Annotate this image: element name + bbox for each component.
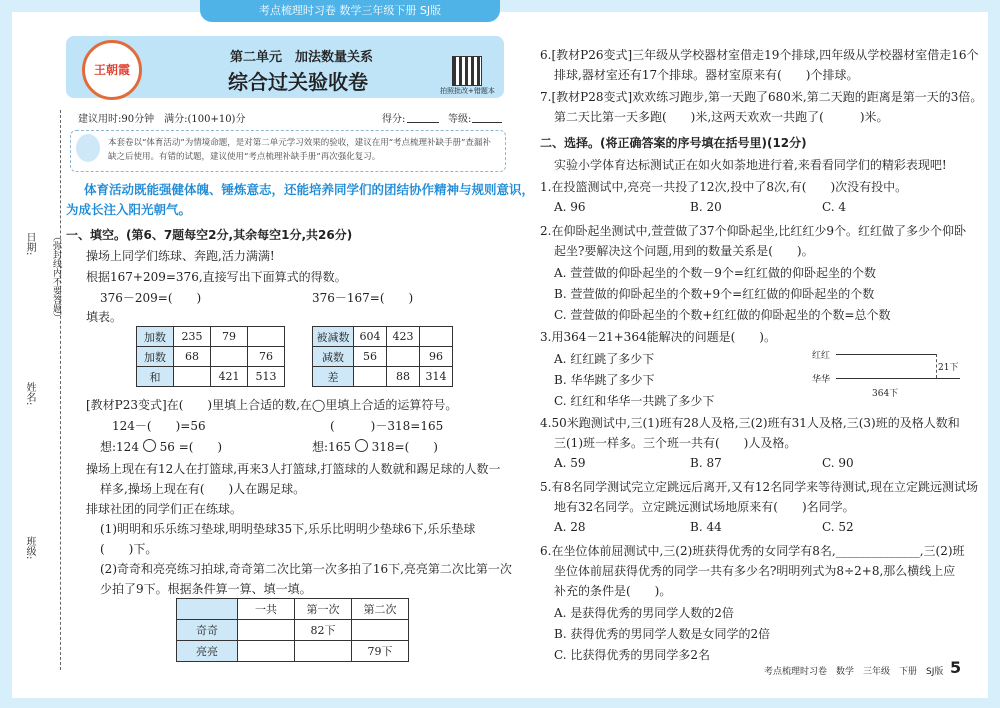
table-cell: 423 xyxy=(387,327,420,347)
grade-blank[interactable] xyxy=(472,122,502,123)
c1-option-a[interactable]: A. 96 xyxy=(554,200,586,214)
table-cell[interactable] xyxy=(211,347,248,367)
q1a[interactable]: 376－209=( ) xyxy=(100,291,202,305)
qr-code[interactable] xyxy=(452,56,482,86)
table-ball xyxy=(176,598,409,662)
table-cell: 88 xyxy=(387,367,420,387)
table-cell[interactable] xyxy=(295,641,352,662)
q3c-right: 56 =( ) xyxy=(159,440,223,454)
name-label: 姓名: xyxy=(24,382,35,406)
unit-title: 第二单元 加法数量关系 xyxy=(230,50,374,65)
section2-title: 二、选择。(将正确答案的序号填在括号里)(12分) xyxy=(540,136,807,150)
q2: 填表。 xyxy=(86,310,123,324)
series-banner: 考点梳理时习卷 数学三年级下册 SJ版 xyxy=(200,0,500,22)
q4-line1: 操场上现在有12人在打篮球,再来3人打篮球,打篮球的人数就和踢足球的人数一 xyxy=(86,462,501,476)
time-score: 建议用时:90分钟 满分:(100+10)分 xyxy=(78,114,246,125)
line-diagram xyxy=(812,348,959,399)
table-cell[interactable] xyxy=(238,620,295,641)
c3: 3.用364－21+364能解决的问题是( )。 xyxy=(540,330,776,344)
diagram-label-d: 364下 xyxy=(872,389,899,399)
table-cell: 314 xyxy=(420,367,453,387)
c6-option-c[interactable]: C. 比获得优秀的男同学多2名 xyxy=(554,648,711,662)
table-cell[interactable] xyxy=(352,620,409,641)
q5-2-line1: (2)奇奇和亮亮练习拍球,奇奇第二次比第一次多拍了16下,亮亮第二次比第一次 xyxy=(100,562,512,576)
section1-title: 一、填空。(第6、7题每空2分,其余每空1分,共26分) xyxy=(66,228,353,242)
table-cell[interactable] xyxy=(248,327,285,347)
c3-option-c[interactable]: C. 红红和华华一共跳了多少下 xyxy=(554,394,715,408)
table-cell: 235 xyxy=(174,327,211,347)
table-cell[interactable] xyxy=(174,367,211,387)
table-cell: 79 xyxy=(211,327,248,347)
q3d[interactable] xyxy=(312,438,438,455)
c2-option-b[interactable]: B. 萱萱做的仰卧起坐的个数+9个=红红做的仰卧起坐的个数 xyxy=(554,287,875,301)
operator-circle[interactable] xyxy=(355,439,368,452)
mascot-icon xyxy=(76,134,100,162)
q3b[interactable]: ( )－318=165 xyxy=(330,419,444,433)
table-cell: 减数 xyxy=(313,347,354,367)
page-number: 5 xyxy=(950,658,962,677)
q3a[interactable]: 124－( )=56 xyxy=(112,419,206,433)
table-cell[interactable] xyxy=(420,327,453,347)
score-blank[interactable] xyxy=(407,122,439,123)
class-label: 班级: xyxy=(24,536,35,560)
c1-option-c[interactable]: C. 4 xyxy=(822,200,847,214)
grade-label: 等级: xyxy=(448,114,472,125)
q1b[interactable]: 376－167=( ) xyxy=(312,291,414,305)
c4-option-a[interactable]: A. 59 xyxy=(554,456,586,470)
table-cell[interactable] xyxy=(354,367,387,387)
q3d-right: 318=( ) xyxy=(371,440,438,454)
date-label: 日期: xyxy=(24,232,35,256)
score-label: 得分: xyxy=(382,114,406,125)
c5-line2: 地有32名同学。立定跳远测试场地原来有( )名同学。 xyxy=(554,500,855,514)
table-cell: 513 xyxy=(248,367,285,387)
section2-lead: 实验小学体育达标测试正在如火如荼地进行着,来看看同学们的精彩表现吧! xyxy=(554,158,947,172)
intro-line1: 体育活动既能强健体魄、锤炼意志，还能培养同学们的团结协作精神与规则意识， xyxy=(84,182,535,197)
c4-line1: 4.50米跑测试中,三(1)班有28人及格,三(2)班有31人及格,三(3)班的及格人数和 xyxy=(540,416,960,430)
table-cell xyxy=(177,599,238,620)
q3c[interactable] xyxy=(100,438,222,455)
table-cell: 亮亮 xyxy=(177,641,238,662)
q5: 排球社团的同学们正在练球。 xyxy=(86,502,243,516)
table-cell: 82下 xyxy=(295,620,352,641)
table-cell: 56 xyxy=(354,347,387,367)
footer-text: 考点梳理时习卷 数学 三年级 下册 SJ版 xyxy=(764,667,944,677)
q3d-left: 想:165 xyxy=(312,440,351,454)
table-cell: 第二次 xyxy=(352,599,409,620)
table-cell: 奇奇 xyxy=(177,620,238,641)
diagram-label-b: 华华 xyxy=(812,375,831,385)
table-cell: 和 xyxy=(137,367,174,387)
q3: [教材P23变式]在( )里填上合适的数,在◯里填上合适的运算符号。 xyxy=(86,398,458,412)
binding-line xyxy=(60,110,61,670)
q5-2-line2: 少拍了9下。根据条件算一算、填一填。 xyxy=(100,582,312,596)
c2-option-c[interactable]: C. 萱萱做的仰卧起坐的个数+红红做的仰卧起坐的个数=总个数 xyxy=(554,308,891,322)
q7-line1: 7.[教材P28变式]欢欢练习跑步,第一天跑了680米,第二天跑的距离是第一天的3倍。 xyxy=(540,90,983,104)
table-cell: 第一次 xyxy=(295,599,352,620)
q1: 根据167+209=376,直接写出下面算式的得数。 xyxy=(86,270,347,284)
table-addition xyxy=(136,326,285,387)
c3-option-b[interactable]: B. 华华跳了多少下 xyxy=(554,373,655,387)
table-cell[interactable] xyxy=(387,347,420,367)
c6-line1: 6.在坐位体前屈测试中,三(2)班获得优秀的女同学有8名,______________,三(2)班 xyxy=(540,544,965,558)
c6-option-b[interactable]: B. 获得优秀的男同学人数是女同学的2倍 xyxy=(554,627,771,641)
c5-line1: 5.有8名同学测试完立定跳远后离开,又有12名同学来等待测试,现在立定跳远测试场 xyxy=(540,480,978,494)
q3c-left: 想:124 xyxy=(100,440,139,454)
table-cell: 76 xyxy=(248,347,285,367)
diagram-label-a: 红红 xyxy=(812,351,831,361)
q6-line2[interactable]: 排球,器材室还有17个排球。器材室原来有( )个排球。 xyxy=(554,68,859,82)
table-cell: 421 xyxy=(211,367,248,387)
bar-red xyxy=(836,354,936,355)
q5-1-line1: (1)明明和乐乐练习垫球,明明垫球35下,乐乐比明明少垫球6下,乐乐垫球 xyxy=(100,522,476,536)
c2-option-a[interactable]: A. 萱萱做的仰卧起坐的个数－9个=红红做的仰卧起坐的个数 xyxy=(554,266,876,280)
bar-hua xyxy=(836,378,960,379)
c6-line3: 补充的条件是( )。 xyxy=(554,584,672,598)
table-cell: 加数 xyxy=(137,347,174,367)
section1-lead: 操场上同学们练球、奔跑,活力满满! xyxy=(86,249,275,263)
qr-caption: 拍照批改+错题本 xyxy=(440,87,495,95)
c1-option-b[interactable]: B. 20 xyxy=(690,200,722,214)
c4-option-c[interactable]: C. 90 xyxy=(822,456,854,470)
table-cell: 79下 xyxy=(352,641,409,662)
tip-line2: 缺之后使用。有错的试题，建议使用“考点梳理补缺手册”再次强化复习。 xyxy=(108,152,381,162)
c1: 1.在投篮测试中,亮亮一共投了12次,投中了8次,有( )次没有投中。 xyxy=(540,180,908,194)
table-cell: 加数 xyxy=(137,327,174,347)
table-cell: 被减数 xyxy=(313,327,354,347)
seal-note: （弥封线内不要答题） xyxy=(51,232,61,322)
c5-option-b[interactable]: B. 44 xyxy=(690,520,722,534)
operator-circle[interactable] xyxy=(143,439,156,452)
q5-1-line2[interactable]: ( )下。 xyxy=(100,542,158,556)
c6-line2: 坐位体前屈获得优秀的同学一共有多少名?明明列式为8÷2+8,那么横线上应 xyxy=(554,564,956,578)
tip-line1: 本套卷以“体育活动”为情境命题，是对第二单元学习效果的验收，建议在用“考点梳理补缺手册”查漏补 xyxy=(108,138,491,148)
c2-line2: 起坐?要解决这个问题,用到的数量关系是( )。 xyxy=(554,244,814,258)
c2-line1: 2.在仰卧起坐测试中,萱萱做了37个仰卧起坐,比红红少9个。红红做了多少个仰卧 xyxy=(540,224,966,238)
table-cell: 604 xyxy=(354,327,387,347)
table-cell: 差 xyxy=(313,367,354,387)
c6-option-a[interactable]: A. 是获得优秀的男同学人数的2倍 xyxy=(554,606,734,620)
brand-logo: 王朝霞 xyxy=(82,40,142,100)
c4-line2: 三(1)班一样多。三个班一共有( )人及格。 xyxy=(554,436,797,450)
c4-option-b[interactable]: B. 87 xyxy=(690,456,722,470)
table-cell: 68 xyxy=(174,347,211,367)
table-subtraction xyxy=(312,326,453,387)
c5-option-a[interactable]: A. 28 xyxy=(554,520,586,534)
q7-line2[interactable]: 第二天比第一天多跑( )米,这两天欢欢一共跑了( )米。 xyxy=(554,110,889,124)
table-cell[interactable] xyxy=(238,641,295,662)
c3-option-a[interactable]: A. 红红跳了多少下 xyxy=(554,352,655,366)
table-cell: 96 xyxy=(420,347,453,367)
q6-line1: 6.[教材P26变式]三年级从学校器材室借走19个排球,四年级从学校器材室借走16个 xyxy=(540,48,979,62)
diff-bracket xyxy=(936,354,937,378)
table-cell: 一共 xyxy=(238,599,295,620)
q4-line2[interactable]: 样多,操场上现在有( )人在踢足球。 xyxy=(100,482,306,496)
c5-option-c[interactable]: C. 52 xyxy=(822,520,854,534)
page-title: 综合过关验收卷 xyxy=(228,70,368,94)
intro-line2: 为成长注入阳光朝气。 xyxy=(66,202,192,217)
diagram-label-c: 21下 xyxy=(938,363,959,373)
